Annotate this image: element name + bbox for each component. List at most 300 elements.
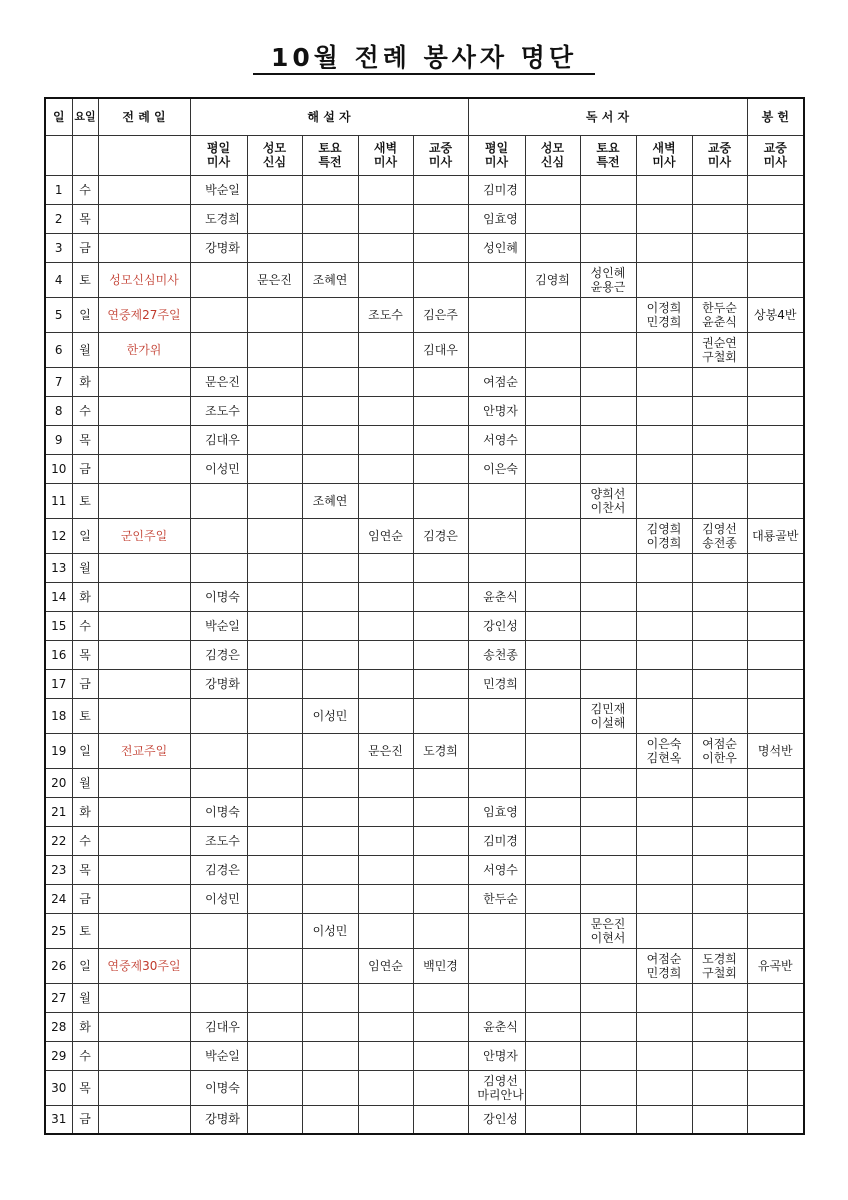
name-cell	[413, 698, 468, 733]
weekday-cell: 토	[72, 913, 98, 948]
name-cell	[247, 367, 302, 396]
offering-cell	[747, 483, 804, 518]
name-cell	[413, 855, 468, 884]
volunteer-name: 김영선	[483, 1073, 518, 1088]
name-cell	[413, 733, 468, 768]
name-cell	[692, 611, 747, 640]
offering-cell	[747, 855, 804, 884]
name-cell	[692, 454, 747, 483]
table-row	[45, 204, 804, 233]
subheader-cell	[636, 135, 692, 175]
weekday-cell: 화	[72, 1012, 98, 1041]
name-cell	[413, 204, 468, 233]
volunteer-name: 윤춘식	[483, 1019, 518, 1034]
volunteer-name: 이경희	[646, 535, 682, 550]
name-cell	[468, 983, 525, 1012]
name-cell	[692, 553, 747, 582]
day-cell: 17	[45, 669, 72, 698]
offering-cell	[747, 553, 804, 582]
name-cell	[358, 297, 413, 332]
subheader-label: 특전	[596, 155, 620, 169]
name-cell	[525, 204, 580, 233]
name-cell	[580, 175, 636, 204]
name-cell	[468, 332, 525, 367]
table-row	[45, 233, 804, 262]
name-cell	[302, 518, 358, 553]
liturgy-cell	[98, 884, 190, 913]
volunteer-name: 여점순	[483, 374, 518, 389]
day-cell: 19	[45, 733, 72, 768]
name-cell	[302, 332, 358, 367]
name-cell	[525, 553, 580, 582]
name-cell	[692, 483, 747, 518]
name-cell	[190, 733, 247, 768]
volunteer-name: 이명숙	[205, 1080, 240, 1095]
table-row	[45, 1041, 804, 1070]
table-row	[45, 425, 804, 454]
name-cell	[580, 396, 636, 425]
name-cell	[358, 1012, 413, 1041]
name-cell	[247, 518, 302, 553]
name-cell	[302, 669, 358, 698]
name-cell	[636, 913, 692, 948]
name-cell	[190, 1012, 247, 1041]
volunteer-name: 이은숙	[646, 736, 682, 751]
volunteer-name: 김대우	[423, 342, 458, 357]
name-cell	[247, 983, 302, 1012]
day-cell: 13	[45, 553, 72, 582]
name-cell	[358, 948, 413, 983]
liturgy-cell: 성모신심미사	[98, 262, 190, 297]
liturgy-cell	[98, 669, 190, 698]
name-cell	[247, 204, 302, 233]
name-cell	[190, 553, 247, 582]
volunteer-name: 여점순	[646, 951, 682, 966]
name-cell	[247, 733, 302, 768]
offering-cell: 명석반	[747, 733, 804, 768]
name-cell	[636, 640, 692, 669]
weekday-cell: 토	[72, 483, 98, 518]
liturgy-cell: 전교주일	[98, 733, 190, 768]
weekday-cell: 화	[72, 797, 98, 826]
name-cell	[302, 483, 358, 518]
name-cell	[358, 262, 413, 297]
weekday-cell: 월	[72, 553, 98, 582]
name-cell	[468, 884, 525, 913]
name-cell	[247, 483, 302, 518]
name-cell	[302, 204, 358, 233]
table-row	[45, 855, 804, 884]
name-cell	[580, 1070, 636, 1105]
name-cell	[692, 797, 747, 826]
name-cell	[525, 1105, 580, 1134]
subheader-label: 미사	[652, 155, 676, 169]
name-cell	[247, 262, 302, 297]
weekday-cell: 월	[72, 768, 98, 797]
name-cell	[525, 1070, 580, 1105]
subheader-label: 토요	[596, 141, 620, 155]
offering-cell	[747, 233, 804, 262]
name-cell	[580, 983, 636, 1012]
name-cell	[468, 367, 525, 396]
name-cell	[358, 640, 413, 669]
offering-cell	[747, 1105, 804, 1134]
name-cell	[580, 1012, 636, 1041]
name-cell	[580, 640, 636, 669]
name-cell	[413, 518, 468, 553]
name-cell	[190, 425, 247, 454]
name-cell	[302, 611, 358, 640]
liturgy-cell	[98, 913, 190, 948]
volunteer-name: 구철회	[702, 965, 737, 980]
subheader-label: 교중	[428, 141, 453, 155]
name-cell	[302, 948, 358, 983]
name-cell	[525, 396, 580, 425]
name-cell	[302, 826, 358, 855]
volunteer-name: 박순일	[205, 618, 240, 633]
name-cell	[413, 454, 468, 483]
name-cell	[692, 640, 747, 669]
name-cell	[413, 983, 468, 1012]
day-cell: 27	[45, 983, 72, 1012]
name-cell	[580, 855, 636, 884]
table-row	[45, 553, 804, 582]
liturgy-cell	[98, 797, 190, 826]
name-cell	[636, 1012, 692, 1041]
name-cell	[636, 297, 692, 332]
liturgy-cell	[98, 826, 190, 855]
offering-cell: 대룡골반	[747, 518, 804, 553]
name-cell	[358, 332, 413, 367]
name-cell	[525, 640, 580, 669]
name-cell	[358, 669, 413, 698]
name-cell	[580, 611, 636, 640]
volunteer-name: 강명화	[205, 1112, 240, 1127]
offering-cell: 상봉4반	[747, 297, 804, 332]
volunteer-name: 강인성	[483, 1112, 518, 1127]
name-cell	[358, 553, 413, 582]
name-cell	[468, 669, 525, 698]
name-cell	[358, 454, 413, 483]
name-cell	[302, 698, 358, 733]
volunteer-name: 김현옥	[646, 750, 682, 765]
table-row	[45, 262, 804, 297]
subheader-cell	[580, 135, 636, 175]
volunteer-name: 이성민	[205, 891, 240, 906]
name-cell	[247, 553, 302, 582]
table-row	[45, 797, 804, 826]
volunteer-name: 강명화	[205, 240, 240, 255]
table-row	[45, 332, 804, 367]
name-cell	[692, 948, 747, 983]
table-row	[45, 483, 804, 518]
subheader-cell	[692, 135, 747, 175]
name-cell	[302, 396, 358, 425]
name-cell	[302, 262, 358, 297]
name-cell	[247, 611, 302, 640]
name-cell	[636, 884, 692, 913]
name-cell	[468, 611, 525, 640]
table-row	[45, 698, 804, 733]
subheader-label: 평일	[484, 141, 509, 155]
name-cell	[692, 768, 747, 797]
subheader-label: 평일	[206, 141, 231, 155]
name-cell	[413, 884, 468, 913]
name-cell	[247, 1012, 302, 1041]
name-cell	[190, 640, 247, 669]
name-cell	[468, 797, 525, 826]
day-cell: 11	[45, 483, 72, 518]
day-cell: 22	[45, 826, 72, 855]
volunteer-name: 이정희	[646, 300, 682, 315]
name-cell	[302, 297, 358, 332]
name-cell	[413, 768, 468, 797]
subheader-label: 성모	[540, 141, 565, 155]
name-cell	[302, 983, 358, 1012]
name-cell	[636, 797, 692, 826]
volunteer-name: 민경희	[646, 314, 682, 329]
name-cell	[468, 698, 525, 733]
table-row	[45, 175, 804, 204]
name-cell	[247, 826, 302, 855]
name-cell	[692, 698, 747, 733]
name-cell	[580, 553, 636, 582]
name-cell	[413, 233, 468, 262]
name-cell	[302, 640, 358, 669]
name-cell	[580, 768, 636, 797]
name-cell	[580, 367, 636, 396]
name-cell	[580, 425, 636, 454]
volunteer-name: 도경희	[205, 211, 240, 226]
weekday-cell: 수	[72, 1041, 98, 1070]
name-cell	[468, 948, 525, 983]
volunteer-name: 이성민	[312, 708, 348, 723]
name-cell	[692, 262, 747, 297]
weekday-cell: 금	[72, 884, 98, 913]
name-cell	[302, 884, 358, 913]
offering-cell	[747, 640, 804, 669]
subheader-cell	[747, 135, 804, 175]
name-cell	[247, 768, 302, 797]
day-cell: 18	[45, 698, 72, 733]
name-cell	[302, 454, 358, 483]
name-cell	[358, 768, 413, 797]
name-cell	[692, 233, 747, 262]
weekday-cell: 일	[72, 518, 98, 553]
volunteer-name: 이찬서	[590, 500, 626, 515]
name-cell	[525, 913, 580, 948]
subheader-label: 미사	[206, 155, 231, 169]
header-row-main	[45, 98, 804, 135]
name-cell	[525, 262, 580, 297]
offering-cell	[747, 204, 804, 233]
liturgy-cell: 연중제27주일	[98, 297, 190, 332]
name-cell	[413, 669, 468, 698]
name-cell	[525, 733, 580, 768]
name-cell	[468, 454, 525, 483]
name-cell	[580, 233, 636, 262]
volunteer-name: 이설해	[590, 715, 626, 730]
weekday-cell: 목	[72, 855, 98, 884]
subheader-label: 미사	[428, 155, 453, 169]
name-cell	[358, 1070, 413, 1105]
volunteer-name: 도경희	[423, 743, 458, 758]
name-cell	[247, 425, 302, 454]
name-cell	[692, 582, 747, 611]
volunteer-name: 서영수	[483, 862, 518, 877]
name-cell	[636, 855, 692, 884]
offering-cell	[747, 582, 804, 611]
name-cell	[413, 640, 468, 669]
volunteer-name: 송천종	[483, 647, 518, 662]
name-cell	[358, 698, 413, 733]
name-cell	[692, 367, 747, 396]
subheader-label: 미사	[763, 155, 787, 169]
day-cell: 28	[45, 1012, 72, 1041]
day-cell: 29	[45, 1041, 72, 1070]
table-row	[45, 826, 804, 855]
subheader-label: 미사	[484, 155, 509, 169]
liturgy-header: 전 례 일	[98, 98, 190, 135]
name-cell	[692, 669, 747, 698]
table-row	[45, 396, 804, 425]
name-cell	[302, 768, 358, 797]
name-cell	[636, 1070, 692, 1105]
name-cell	[580, 582, 636, 611]
name-cell	[692, 1105, 747, 1134]
volunteer-name: 문은진	[368, 743, 403, 758]
table-row	[45, 913, 804, 948]
name-cell	[302, 425, 358, 454]
subheader-cell	[525, 135, 580, 175]
table-row	[45, 582, 804, 611]
subheader-cell	[413, 135, 468, 175]
volunteer-name: 윤춘식	[483, 589, 518, 604]
name-cell	[636, 262, 692, 297]
name-cell	[302, 582, 358, 611]
name-cell	[358, 826, 413, 855]
name-cell	[692, 1070, 747, 1105]
table-row	[45, 733, 804, 768]
name-cell	[468, 640, 525, 669]
offering-cell	[747, 768, 804, 797]
subheader-label: 새벽	[373, 141, 398, 155]
name-cell	[247, 797, 302, 826]
name-cell	[247, 1041, 302, 1070]
name-cell	[636, 768, 692, 797]
name-cell	[468, 233, 525, 262]
name-cell	[468, 262, 525, 297]
name-cell	[190, 1070, 247, 1105]
table-row	[45, 297, 804, 332]
volunteer-name: 조도수	[205, 833, 240, 848]
name-cell	[580, 1041, 636, 1070]
name-cell	[525, 1012, 580, 1041]
volunteer-name: 김경은	[205, 647, 240, 662]
liturgy-cell	[98, 175, 190, 204]
weekday-cell: 금	[72, 454, 98, 483]
day-cell: 24	[45, 884, 72, 913]
offering-cell	[747, 983, 804, 1012]
name-cell	[247, 1070, 302, 1105]
name-cell	[692, 297, 747, 332]
offering-cell	[747, 826, 804, 855]
name-cell	[302, 367, 358, 396]
name-cell	[358, 1105, 413, 1134]
day-header: 일	[45, 98, 72, 135]
volunteer-name: 김미경	[483, 833, 518, 848]
name-cell	[636, 948, 692, 983]
name-cell	[692, 425, 747, 454]
name-cell	[190, 948, 247, 983]
name-cell	[302, 233, 358, 262]
name-cell	[636, 454, 692, 483]
name-cell	[692, 518, 747, 553]
name-cell	[580, 262, 636, 297]
volunteer-name: 마리안나	[477, 1087, 524, 1102]
name-cell	[247, 297, 302, 332]
name-cell	[190, 175, 247, 204]
name-cell	[247, 396, 302, 425]
name-cell	[525, 518, 580, 553]
name-cell	[636, 582, 692, 611]
name-cell	[468, 483, 525, 518]
volunteer-name: 김은주	[423, 307, 458, 322]
table-row	[45, 983, 804, 1012]
name-cell	[190, 367, 247, 396]
name-cell	[525, 669, 580, 698]
name-cell	[580, 518, 636, 553]
name-cell	[692, 826, 747, 855]
name-cell	[358, 425, 413, 454]
name-cell	[580, 913, 636, 948]
name-cell	[413, 1012, 468, 1041]
table-row	[45, 948, 804, 983]
liturgy-cell	[98, 454, 190, 483]
liturgy-cell	[98, 1070, 190, 1105]
weekday-cell: 일	[72, 948, 98, 983]
name-cell	[468, 396, 525, 425]
lector-header: 독 서 자	[468, 98, 747, 135]
name-cell	[413, 611, 468, 640]
name-cell	[580, 669, 636, 698]
name-cell	[358, 983, 413, 1012]
name-cell	[190, 797, 247, 826]
liturgy-cell	[98, 698, 190, 733]
weekday-cell: 금	[72, 233, 98, 262]
subheader-label: 성모	[262, 141, 287, 155]
name-cell	[580, 1105, 636, 1134]
name-cell	[302, 1070, 358, 1105]
name-cell	[413, 826, 468, 855]
subheader-label: 미사	[707, 155, 732, 169]
volunteer-name: 김경은	[205, 862, 240, 877]
name-cell	[190, 204, 247, 233]
name-cell	[190, 396, 247, 425]
volunteer-name: 문은진	[257, 272, 292, 287]
name-cell	[190, 913, 247, 948]
offering-cell	[747, 913, 804, 948]
day-cell: 12	[45, 518, 72, 553]
subheader-label: 신심	[540, 155, 565, 169]
table-row	[45, 884, 804, 913]
name-cell	[190, 233, 247, 262]
name-cell	[247, 454, 302, 483]
volunteer-name: 백민경	[423, 958, 458, 973]
name-cell	[525, 611, 580, 640]
volunteer-name: 임효영	[483, 211, 518, 226]
name-cell	[692, 983, 747, 1012]
